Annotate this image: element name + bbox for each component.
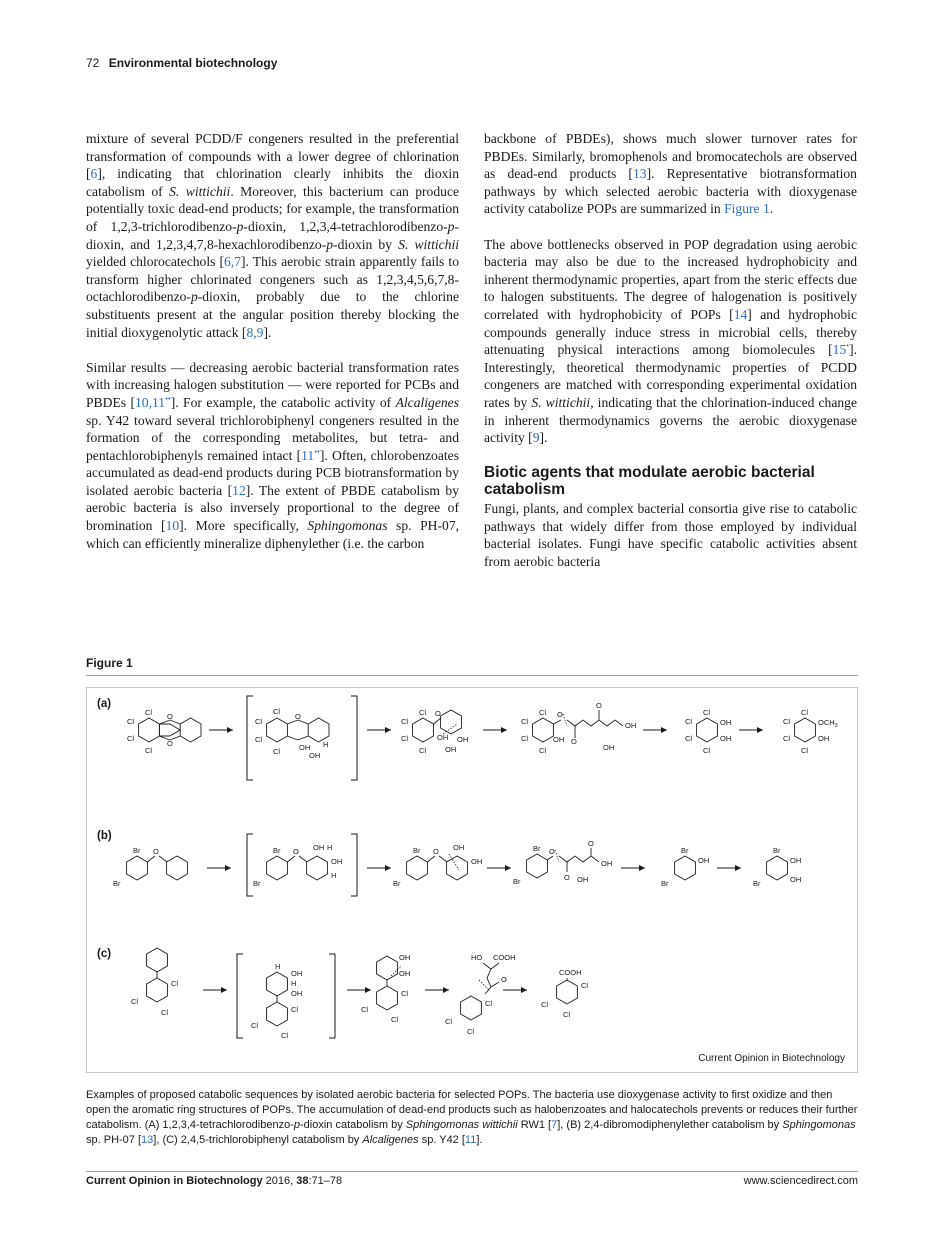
svg-text:OH: OH — [437, 733, 449, 742]
svg-text:OH: OH — [399, 953, 411, 962]
svg-text:OH: OH — [818, 734, 830, 743]
svg-text:Cl: Cl — [783, 717, 791, 726]
journal-section: Environmental biotechnology — [108, 56, 278, 70]
figure-caption: Examples of proposed catabolic sequences by isolated aerobic bacteria for selected POPs. The bacteria use dioxygenase activity to first oxidize and then open the aromatic ring structures of POPs. The accumulation of dead-end products such as halobenzoates and halocatechols prevents or reduces their further catabolism. (A) 1,2,3,4-tetrachlorodibenzo-p-dioxin catabolism by Sphingomonas wittichii RW1 [7], (B) 2,4-dibromodiphenylether catabolism by Sphingomonas sp. PH-07 [13], (C) 2,4,5-trichlorobiphenyl catabolism by Alcaligenes sp. Y42 [11]. — [86, 1089, 858, 1146]
svg-text:Cl: Cl — [255, 717, 263, 726]
svg-text:OH: OH — [291, 989, 303, 998]
svg-text:Cl: Cl — [127, 734, 135, 743]
svg-text:O: O — [295, 712, 301, 721]
svg-text:Cl: Cl — [783, 734, 791, 743]
svg-text:OH: OH — [698, 856, 710, 865]
molecule-dihydrodiol-intermediate — [247, 696, 357, 780]
molecule-tcdd — [127, 708, 201, 755]
svg-text:H: H — [331, 871, 337, 880]
svg-text:Cl: Cl — [361, 1005, 369, 1014]
citation-link[interactable]: 8,9 — [246, 324, 264, 340]
svg-text:OH: OH — [720, 734, 732, 743]
svg-text:Br: Br — [661, 879, 669, 888]
svg-text:O: O — [557, 710, 563, 719]
svg-text:OH: OH — [553, 735, 565, 744]
svg-text:Cl: Cl — [541, 1000, 549, 1009]
citation-link[interactable]: 6 — [90, 166, 98, 182]
svg-text:Cl: Cl — [131, 997, 139, 1006]
svg-text:OH: OH — [720, 718, 732, 727]
svg-text:Cl: Cl — [171, 979, 179, 988]
citation-link[interactable]: 7 — [551, 1119, 558, 1131]
molecule-brominated-cleavage-product — [513, 839, 612, 886]
footer-rule — [86, 1171, 858, 1172]
panel-c-scheme — [131, 948, 588, 1040]
svg-text:OH: OH — [453, 843, 465, 852]
svg-text:OH: OH — [471, 857, 483, 866]
svg-text:OH: OH — [291, 969, 303, 978]
citation-link[interactable]: 13 — [632, 166, 647, 182]
svg-text:Cl: Cl — [145, 708, 153, 717]
svg-text:H: H — [275, 962, 281, 971]
molecule-tetrachloroguaiacol — [783, 708, 838, 755]
panel-b-scheme — [113, 834, 801, 896]
svg-text:OH: OH — [603, 743, 615, 752]
citation-link[interactable]: 12 — [232, 482, 246, 498]
svg-text:Cl: Cl — [801, 708, 809, 717]
svg-text:OH: OH — [309, 751, 321, 760]
svg-text:O: O — [596, 701, 602, 710]
svg-text:OH: OH — [601, 859, 613, 868]
svg-text:Cl: Cl — [419, 708, 427, 717]
svg-text:Cl: Cl — [539, 746, 547, 755]
svg-text:Cl: Cl — [251, 1021, 259, 1030]
citation-link[interactable]: 13 — [141, 1134, 154, 1146]
svg-text:Cl: Cl — [281, 1031, 289, 1040]
paragraph: Fungi, plants, and complex bacterial consortia give rise to catabolic pathways that widely differ from those employed by individual bacterial isolates. Fungi have specific catabolic activities absent from aerobic bacteria — [484, 501, 857, 570]
svg-text:O: O — [293, 847, 299, 856]
svg-text:Cl: Cl — [539, 708, 547, 717]
svg-text:Br: Br — [133, 846, 141, 855]
svg-text:Br: Br — [513, 877, 521, 886]
svg-text:HO: HO — [471, 953, 483, 962]
molecule-dibromocatechol — [753, 846, 801, 888]
molecule-meta-cleavage-product — [445, 953, 516, 1036]
citation-link[interactable]: 14 — [733, 306, 748, 322]
molecule-tetrachlorocatechol — [685, 708, 731, 755]
citation-link[interactable]: 10,11•• — [134, 394, 171, 410]
svg-text:Cl: Cl — [521, 717, 529, 726]
citation-link[interactable]: 6,7 — [224, 254, 242, 270]
svg-text:OH: OH — [577, 875, 589, 884]
svg-text:O: O — [549, 847, 555, 856]
svg-text:H: H — [323, 740, 329, 749]
paragraph: The above bottlenecks observed in POP degradation using aerobic bacteria may also be due to the increased hydrophobicity and inherent thermodynamic properties, apart from the steric effects due to halogen substituents. The degree of halogenation is positively correlated with hydrophobicity of POPs [14] and hydrophobic compounds generally induce stress in microbial cells, thereby attenuating physical interactions among biomolecules [15•]. Interestingly, theoretical thermodynamic properties of PCDD congeners are matched with corresponding experimental oxidation rates by S. wittichii, indicating that the chlorination-induced change in inherent thermodynamics governs the aerobic dioxygenase activity [9]. — [484, 236, 858, 446]
svg-text:Cl: Cl — [703, 746, 711, 755]
svg-text:OH: OH — [299, 743, 311, 752]
footer-website[interactable]: www.sciencedirect.com — [743, 1175, 858, 1187]
figure-credit: Current Opinion in Biotechnology — [698, 1053, 845, 1064]
svg-text:Cl: Cl — [291, 1005, 299, 1014]
svg-text:OH: OH — [790, 856, 802, 865]
panel-a-scheme — [127, 696, 838, 780]
svg-text:Br: Br — [681, 846, 689, 855]
svg-text:H: H — [291, 979, 297, 988]
svg-text:O: O — [564, 873, 570, 882]
svg-text:Cl: Cl — [273, 707, 281, 716]
svg-text:Cl: Cl — [255, 735, 263, 744]
svg-text:Br: Br — [273, 846, 281, 855]
svg-text:O: O — [153, 847, 159, 856]
svg-text:Cl: Cl — [401, 734, 409, 743]
svg-text:H: H — [327, 843, 333, 852]
svg-text:Br: Br — [393, 879, 401, 888]
svg-text:Cl: Cl — [467, 1027, 475, 1036]
figure-label: Figure 1 — [86, 656, 133, 670]
svg-text:Cl: Cl — [419, 746, 427, 755]
figure-rule — [86, 675, 858, 676]
citation-link[interactable]: 11•• — [301, 447, 320, 463]
svg-text:Br: Br — [533, 844, 541, 853]
svg-text:O: O — [167, 739, 173, 748]
citation-link[interactable]: 15• — [832, 341, 850, 358]
svg-text:OH: OH — [399, 969, 411, 978]
svg-text:O: O — [167, 712, 173, 721]
svg-text:OH: OH — [331, 857, 343, 866]
panel-label-b: (b) — [97, 830, 112, 842]
molecule-trihydroxy-diphenylether — [401, 708, 468, 755]
svg-text:Cl: Cl — [801, 746, 809, 755]
svg-text:Cl: Cl — [521, 734, 529, 743]
svg-text:OH: OH — [790, 875, 802, 884]
svg-text:Br: Br — [773, 846, 781, 855]
svg-text:Cl: Cl — [685, 734, 693, 743]
svg-text:OH: OH — [313, 843, 325, 852]
citation-link[interactable]: 9 — [532, 430, 540, 446]
paragraph: Similar results — decreasing aerobic bacterial transformation rates with increasing halogen substitution — were reported for PCBs and PBDEs [10,11••]. For example, the catabolic activity of Alcaligenes sp. Y42 toward several trichlorobiphenyl congeners resulted in the formation of the corresponding metabolites, but tetra- and pentachlorobiphenyls remained intact [11••]. Often, chlorobenzoates accumulated as dead-end products during PCB biotransformation by isolated aerobic bacteria [12]. The extent of PBDE catabolism by aerobic bacteria is also inversely proportional to the degree of bromination [10]. More specifically, Sphingomonas sp. PH-07, which can efficiently mineralize diphenylether (i.e. the carbon — [86, 359, 460, 551]
panel-label-a: (a) — [97, 698, 112, 710]
svg-text:Cl: Cl — [563, 1010, 571, 1019]
citation-link[interactable]: 10 — [165, 518, 180, 534]
svg-text:Cl: Cl — [703, 708, 711, 717]
svg-text:Cl: Cl — [445, 1017, 453, 1026]
svg-text:Cl: Cl — [581, 981, 589, 990]
svg-text:Br: Br — [113, 879, 121, 888]
svg-text:Cl: Cl — [401, 989, 409, 998]
svg-text:OH: OH — [445, 745, 457, 754]
svg-text:O: O — [435, 709, 441, 718]
page-number: 72 — [86, 56, 100, 70]
svg-text:Cl: Cl — [161, 1008, 169, 1017]
svg-text:Br: Br — [753, 879, 761, 888]
molecule-brominated-dihydrodiol — [247, 834, 357, 896]
svg-text:Br: Br — [253, 879, 261, 888]
molecule-dibromophenol — [661, 846, 709, 888]
right-column — [484, 130, 857, 571]
svg-text:Br: Br — [413, 846, 421, 855]
molecule-trichlorobenzoic-acid — [541, 968, 588, 1019]
svg-text:O: O — [501, 975, 507, 984]
svg-text:Cl: Cl — [401, 717, 409, 726]
svg-text:O: O — [588, 839, 594, 848]
svg-text:Cl: Cl — [685, 717, 693, 726]
section-heading: Biotic agents that modulate aerobic bacterial catabolism — [484, 464, 815, 499]
svg-text:Cl: Cl — [127, 717, 135, 726]
svg-text:OH: OH — [625, 721, 637, 730]
svg-text:Cl: Cl — [485, 999, 493, 1008]
svg-text:Cl: Cl — [145, 746, 153, 755]
molecule-dihydroxy-trichlorobiphenyl — [361, 953, 410, 1024]
svg-text:COOH: COOH — [493, 953, 516, 962]
svg-text:OH: OH — [457, 735, 469, 744]
figure-link[interactable]: Figure 1 — [724, 201, 770, 217]
svg-text:COOH: COOH — [559, 968, 582, 977]
svg-text:Cl: Cl — [273, 747, 281, 756]
reaction-schemes — [87, 688, 857, 1072]
molecule-ring-cleavage-product — [521, 701, 636, 755]
molecule-trichlorobiphenyl — [131, 948, 178, 1017]
citation-link[interactable]: 11 — [464, 1134, 477, 1146]
panel-label-c: (c) — [97, 948, 112, 960]
molecule-dihydroxy-dibromodiphenylether — [393, 843, 482, 888]
running-header — [86, 56, 277, 70]
paragraph: mixture of several PCDD/F congeners resulted in the preferential transformation of compounds with a lower degree of chlorination [6], indicating that chlorination clearly inhibits the dioxin catabolism of S. wittichii. Moreover, this bacterium can produce potentially toxic dead-end products; for example, the transformation of 1,2,3-trichlorodibenzo-p-dioxin, 1,2,3,4-tetrachlorodibenzo-p-dioxin, and 1,2,3,4,7,8-hexachlorodibenzo-p-dioxin by S. wittichii yielded chlorocatechols [6,7]. This aerobic strain apparently fails to transform higher chlorinated congeners such as 1,2,3,4,5,6,7,8-octachlorodibenzo-p-dioxin, probably due to the chlorine substituents present at the angular position thereby blocking the initial dioxygenolytic attack [8,9]. — [86, 131, 460, 340]
footer-citation: Current Opinion in Biotechnology 2016, 38:71–78 — [86, 1175, 343, 1187]
left-column — [86, 130, 459, 552]
molecule-dibromodiphenylether — [113, 846, 187, 888]
svg-text:O: O — [571, 737, 577, 746]
paragraph: backbone of PBDEs), shows much slower turnover rates for PBDEs. Similarly, bromophenols and bromocatechols are observed as dead-end products [13]. Representative biotransformation pathways by which selected aerobic bacteria with dioxygenase activity catabolize POPs are summarized in Figure 1. — [484, 131, 857, 217]
svg-text:O: O — [433, 847, 439, 856]
figure-1 — [86, 687, 858, 1073]
molecule-chlorinated-dihydrodiol — [237, 954, 335, 1040]
svg-text:Cl: Cl — [391, 1015, 399, 1024]
svg-text:OCH3: $OCH_3$ — [818, 718, 838, 729]
